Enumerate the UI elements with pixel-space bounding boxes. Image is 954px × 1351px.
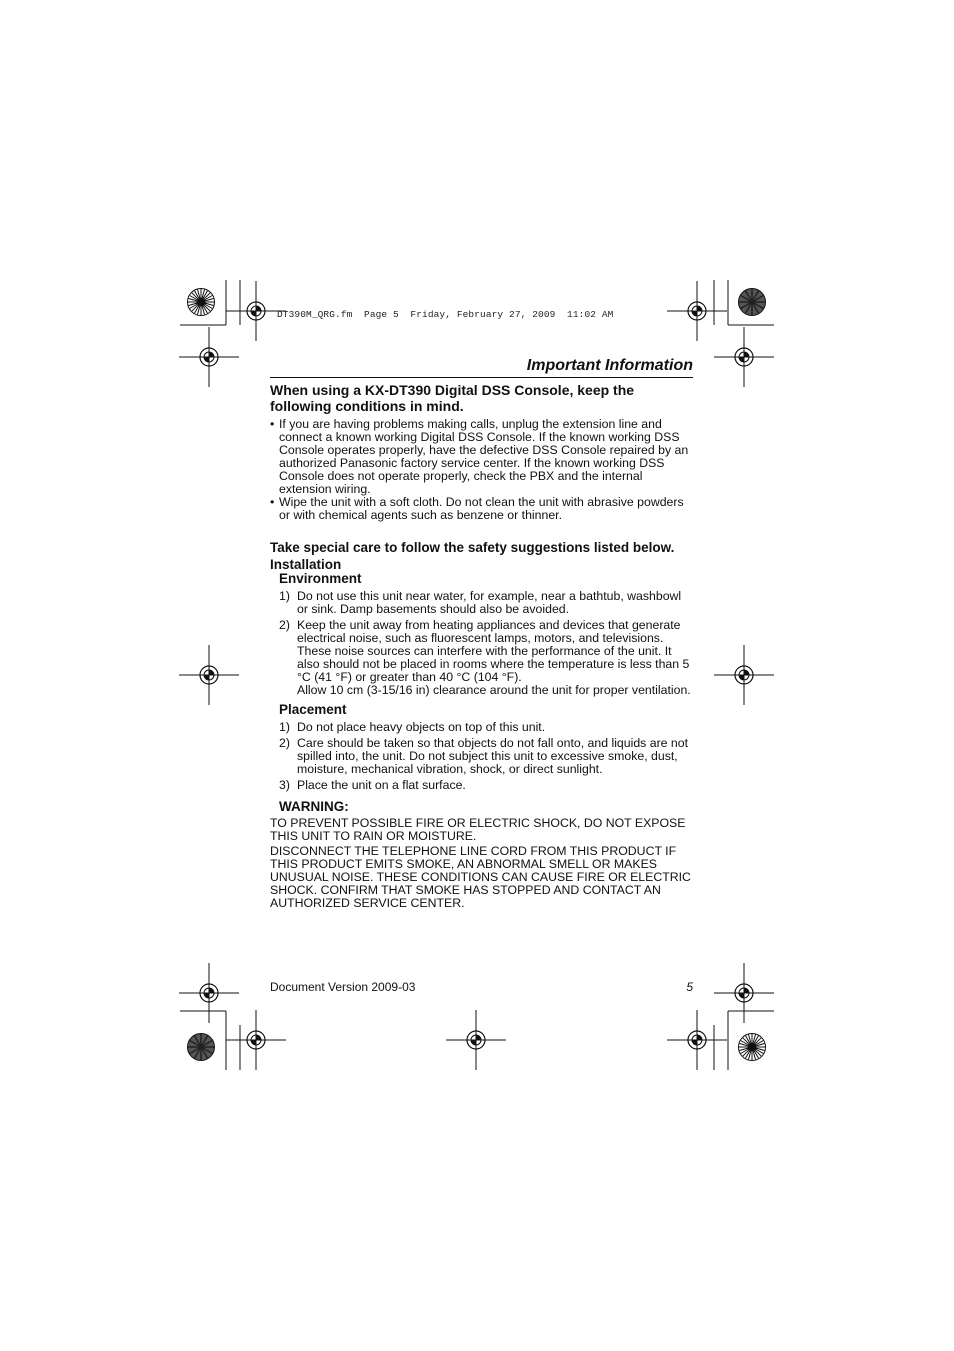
item-number: 3) xyxy=(279,778,290,792)
document-version: Document Version 2009-03 xyxy=(270,980,416,994)
list-item: • Wipe the unit with a soft cloth. Do not clean the unit with abrasive powders or with chemical agents such as benzene or thinner. xyxy=(270,496,694,522)
main-heading: When using a KX-DT390 Digital DSS Console, keep the following conditions in mind. xyxy=(270,382,635,414)
warning-paragraph: TO PREVENT POSSIBLE FIRE OR ELECTRIC SHOCK, DO NOT EXPOSE THIS UNIT TO RAIN OR MOISTURE. xyxy=(270,816,686,843)
warning-heading: WARNING: xyxy=(279,799,349,814)
placement-list xyxy=(279,721,694,792)
item-text: Care should be taken so that objects do not fall onto, and liquids are not spilled into, the unit. Do not subject this unit to excessive smoke, dust, moisture, mechanical vibration, shock, or direct sunlight. xyxy=(297,736,689,776)
list-item xyxy=(279,779,694,792)
condition-list xyxy=(270,418,694,522)
item-text: Do not use this unit near water, for example, near a bathtub, washbowl or sink. Damp basements should also be avoided. xyxy=(297,589,682,616)
item-text: Place the unit on a flat surface. xyxy=(297,778,466,792)
environment-list xyxy=(279,590,694,697)
item-number: 2) xyxy=(279,618,290,632)
item-text: Do not place heavy objects on top of this unit. xyxy=(297,720,546,734)
item-number: 1) xyxy=(279,720,290,734)
warning-paragraph: DISCONNECT THE TELEPHONE LINE CORD FROM THIS PRODUCT IF THIS PRODUCT EMITS SMOKE, AN ABNORMAL SMELL OR MAKES UNUSUAL NOISE. THESE CONDITIONS CAN CAUSE FIRE OR ELECTRIC SHOCK. CONFIRM THAT SMOKE HAS STOPPED AND CONTACT AN AUTHORIZED SERVICE CENTER. xyxy=(270,844,691,910)
list-item xyxy=(279,721,694,734)
installation-heading: Installation xyxy=(270,557,342,572)
list-item xyxy=(279,590,694,616)
item-number: 2) xyxy=(279,736,290,750)
list-item: • If you are having problems making calls, unplug the extension line and connect a known working Digital DSS Console. If the known working DSS Console operates properly, have the defective DSS Console repaired by an authorized Panasonic factory service center. If the known working DSS Console does not operate properly, check the PBX and the internal extension wiring. xyxy=(270,418,694,496)
safety-heading: Take special care to follow the safety suggestions listed below. xyxy=(270,540,675,555)
list-item xyxy=(279,619,694,697)
item-number: 1) xyxy=(279,589,290,603)
file-header: DT390M_QRG.fm Page 5 Friday, February 27, 2009 11:02 AM xyxy=(277,309,614,320)
section-title: Important Information xyxy=(270,357,693,378)
environment-heading: Environment xyxy=(279,571,362,586)
page-number: 5 xyxy=(686,980,693,994)
item-text: Keep the unit away from heating appliances and devices that generate electrical noise, such as fluorescent lamps, motors, and televisions. These noise sources can interfere with the performance of the unit. It also should not be placed in rooms where the temperature is less than 5 °C (41 °F) or greater than 40 °C (104 °F). xyxy=(297,618,690,684)
item-text-continued: Allow 10 cm (3-15/16 in) clearance around the unit for proper ventilation. xyxy=(297,683,691,697)
main-content xyxy=(270,383,694,912)
list-item xyxy=(279,737,694,776)
placement-heading: Placement xyxy=(279,702,347,717)
